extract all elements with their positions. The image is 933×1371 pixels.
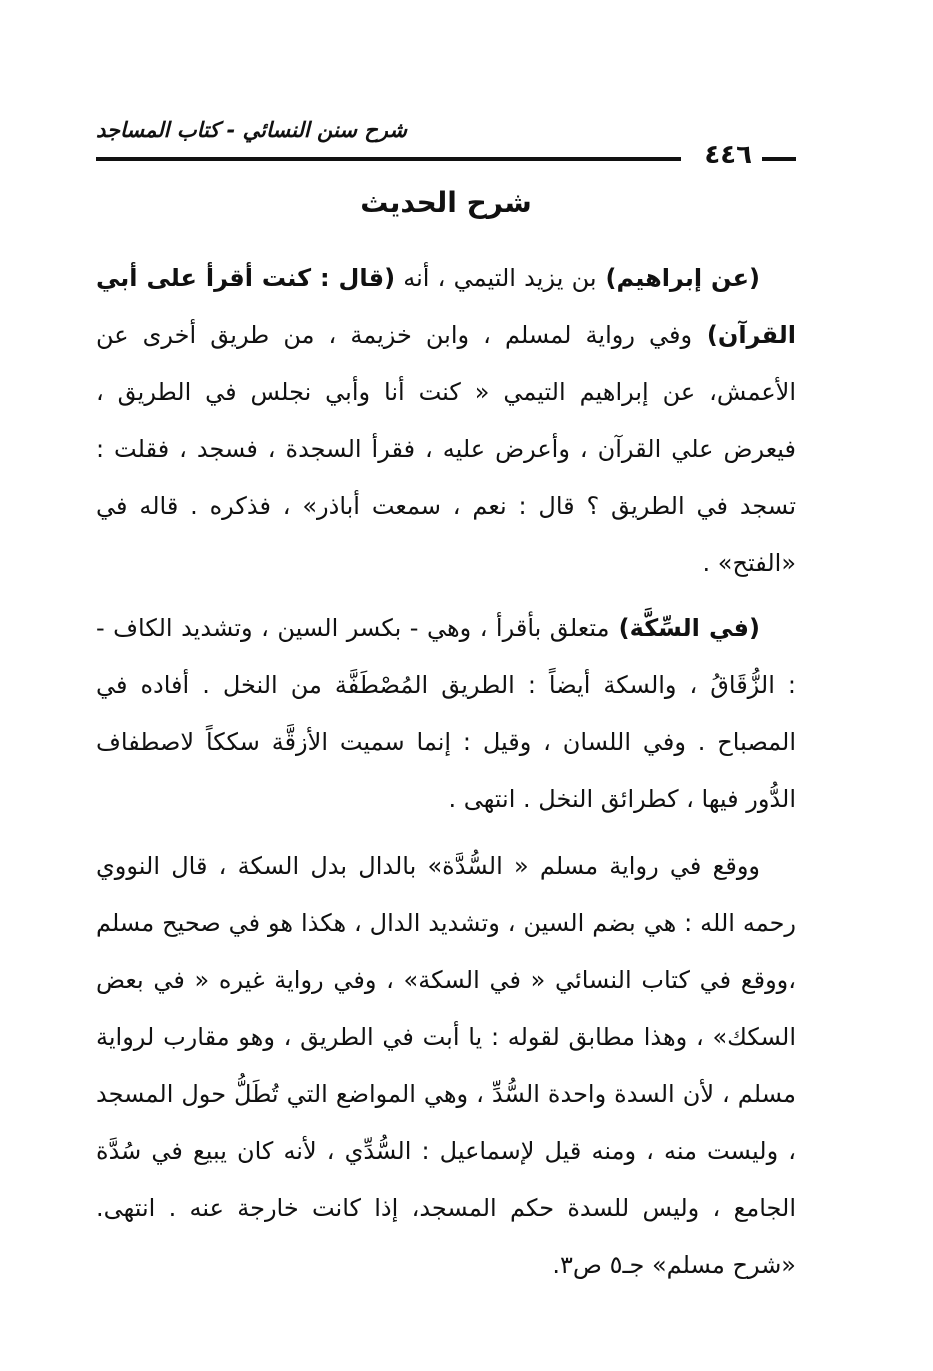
running-title: شرح سنن النسائي - كتاب المساجد	[96, 118, 407, 142]
page-number: ٤٤٦	[704, 140, 752, 170]
paragraph	[96, 838, 796, 1294]
paragraph	[96, 600, 796, 828]
running-header	[96, 112, 796, 170]
page-number-dash	[762, 157, 796, 161]
commentary-text: متعلق بأقرأ ، وهي - بكسر السين ، وتشديد الكاف - : الزُّقَاقُ ، والسكة أيضاً : الطريق المُصْطَفَّة من النخل . أفاده في المصباح . وفي اللسان ، وقيل : إنما سميت الأزقَّة سككاً لاصطفاف الدُّور فيها ، كطرائق النخل . انتهى .	[96, 614, 796, 813]
commentary-text: وفي رواية لمسلم ، وابن خزيمة ، من طريق أخرى عن الأعمش، عن إبراهيم التيمي « كنت أنا وأبي نجلس في الطريق ، فيعرض علي القرآن ، وأعرض عليه ، فقرأ السجدة ، فسجد ، فقلت : تسجد في الطريق ؟ قال : نعم ، سمعت أباذر» ، فذكره . قاله في «الفتح» .	[96, 321, 796, 577]
commentary-text: ووقع في رواية مسلم « السُّدَّة» بالدال بدل السكة ، قال النووي رحمه الله : هي بضم السين ، وتشديد الدال ، هكذا هو في صحيح مسلم ،ووقع في كتاب النسائي « في السكة» ، وفي رواية غيره « في بعض السكك» ، وهذا مطابق لقوله : يا أبت في الطريق ، وهو مقارب لرواية مسلم ، لأن السدة واحدة السُّدِّ ، وهي المواضع التي تُطَلُّ حول المسجد ، وليست منه ، ومنه قيل لإسماعيل : السُّدِّي ، لأنه كان يبيع في سُدَّة الجامع ، وليس للسدة حكم المسجد، إذا كانت خارجة عنه . انتهى. «شرح مسلم» جـ٥ ص٣.	[96, 852, 796, 1279]
header-rule	[96, 157, 681, 161]
quoted-text: (عن إبراهيم)	[596, 264, 760, 292]
section-heading: شرح الحديث	[360, 186, 532, 219]
body-text	[96, 250, 796, 1304]
quoted-text: (قال : كنت أقرأ على أبي القرآن)	[96, 264, 797, 349]
commentary-text: بن يزيد التيمي ، أنه	[395, 264, 597, 292]
paragraph	[96, 250, 796, 592]
quoted-text: (في السِّكَّة)	[609, 614, 760, 642]
